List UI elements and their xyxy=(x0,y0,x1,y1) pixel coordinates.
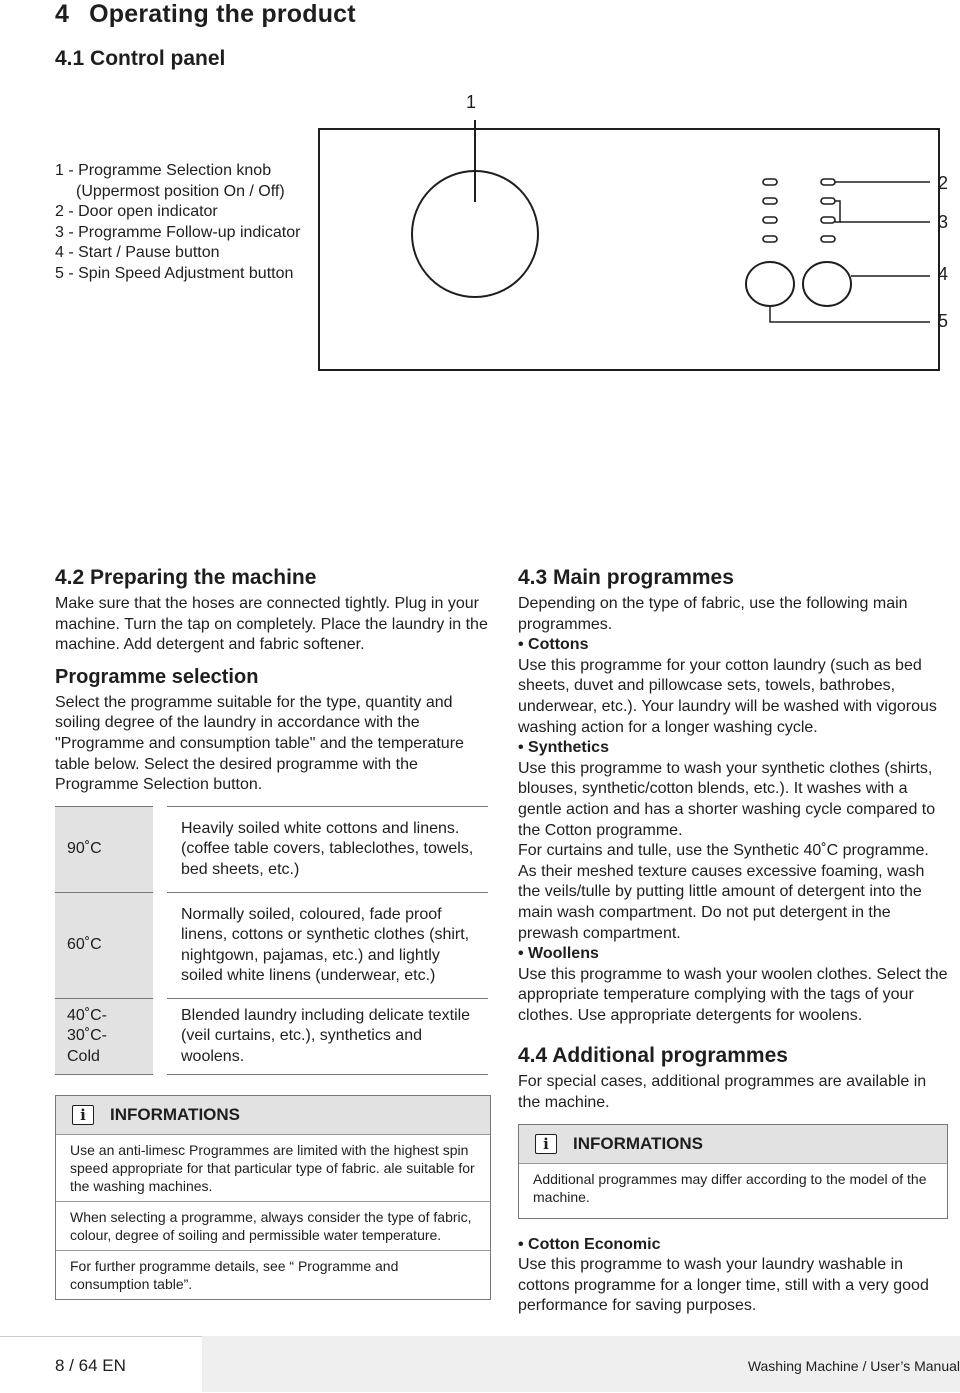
legend-item: (Uppermost position On / Off) xyxy=(76,182,285,200)
additional-programmes-title: 4.4 Additional programmes xyxy=(518,1044,788,1068)
table-row xyxy=(55,807,488,893)
callout-2: 2 xyxy=(938,173,949,193)
info-paragraph: Use an anti-limesc Programmes are limited with the highest spin speed appropriate for that particular type of fabric. ale suitable for the washing machines. xyxy=(56,1134,490,1201)
programme-text: Use this programme to wash your woolen clothes. Select the appropriate temperature complying with the tags of your clothes. Use appropriate detergents for woolens. xyxy=(518,965,948,1024)
callout-3: 3 xyxy=(938,212,949,232)
temp-cell: 60˚C xyxy=(55,893,160,999)
info-paragraph: Additional programmes may differ according to the model of the machine. xyxy=(519,1163,947,1218)
main-programmes-intro: Depending on the type of fabric, use the following main programmes. xyxy=(518,595,908,633)
start-pause-button-drawing xyxy=(746,262,794,306)
legend-item: 2 - Door open indicator xyxy=(55,203,218,220)
legend-item: 4 - Start / Pause button xyxy=(55,244,220,261)
callout-4: 4 xyxy=(938,264,949,284)
desc-cell: Blended laundry including delicate textile (veil curtains, etc.), synthetics and woolens. xyxy=(160,999,488,1075)
temperature-table xyxy=(55,806,488,1075)
legend-item: 3 - Programme Follow-up indicator xyxy=(55,223,301,241)
callout-1: 1 xyxy=(466,92,477,112)
desc-cell: Normally soiled, coloured, fade proof linens, cottons or synthetic clothes (shirt, nightgown, pajamas, etc.) and lightly soiled white linens (underwear, etc.) xyxy=(160,893,488,999)
legend-item: 5 - Spin Speed Adjustment button xyxy=(55,264,294,282)
programme-text: Use this programme to wash your laundry washable in cottons programme for a longer time, still with a very good performance for saving purposes. xyxy=(518,1256,929,1315)
table-row xyxy=(55,893,488,999)
info-header xyxy=(56,1096,490,1134)
temp-cell: 40˚C- 30˚C- Cold xyxy=(55,999,160,1075)
programme-name: • Woollens xyxy=(518,945,599,963)
programme-name: • Cottons xyxy=(518,636,589,654)
table-row xyxy=(55,999,488,1075)
legend-item: 1 - Programme Selection knob xyxy=(55,162,272,179)
info-title: INFORMATIONS xyxy=(573,1133,704,1153)
info-box-left xyxy=(55,1095,491,1300)
temp-cell: 90˚C xyxy=(55,807,160,893)
callout-5: 5 xyxy=(938,311,949,331)
programme-text: For curtains and tulle, use the Synthetic 40˚C programme. As their meshed texture causes excessive foaming, wash the veils/tulle by putting little amount of detergent into the main wash compartment. Do not put detergent in the prewash compartment. xyxy=(518,842,929,942)
programme-selection-text: Select the programme suitable for the type, quantity and soiling degree of the laundry in accordance with the "Programme and consumption table" and the temperature table below. Select the desired programme with the Programme Selection button. xyxy=(55,693,464,794)
desc-cell: Heavily soiled white cottons and linens. (coffee table covers, tableclothes, towels, bed sheets, etc.) xyxy=(160,807,488,893)
spin-speed-button-drawing xyxy=(803,262,851,306)
info-paragraph: When selecting a programme, always consider the type of fabric, colour, degree of soiling and permissible water temperature. xyxy=(56,1201,490,1250)
info-header xyxy=(519,1125,947,1163)
info-icon: i xyxy=(72,1105,94,1125)
programme-text: Use this programme to wash your synthetic clothes (shirts, blouses, synthetic/cotton blends, etc.). It washes with a gentle action and has a shorter washing cycle compared to the Cotton programme. xyxy=(518,759,936,839)
preparing-text: Make sure that the hoses are connected tightly. Plug in your machine. Turn the tap on completely. Place the laundry in the machine. Add detergent and fabric softener. xyxy=(55,595,488,654)
programme-selection-title: Programme selection xyxy=(55,665,259,688)
control-panel-drawing xyxy=(0,0,960,400)
programme-name: • Cotton Economic xyxy=(518,1235,661,1253)
chapter-title: Operating the product xyxy=(89,0,356,28)
preparing-title: 4.2 Preparing the machine xyxy=(55,566,317,589)
info-paragraph: For further programme details, see “ Programme and consumption table”. xyxy=(56,1250,490,1299)
document-title: Washing Machine / User’s Manual xyxy=(747,1358,960,1374)
control-panel-title: 4.1 Control panel xyxy=(55,47,226,70)
page-number: 8 / 64 EN xyxy=(55,1356,126,1375)
info-icon: i xyxy=(535,1134,557,1154)
main-programmes-title: 4.3 Main programmes xyxy=(518,566,734,589)
info-title: INFORMATIONS xyxy=(110,1105,241,1124)
programme-text: Use this programme for your cotton laundry (such as bed sheets, duvet and pillowcase sets, towels, bathrobes, underwear, etc.). Your laundry will be washed with vigorous washing action for a longer washing cycle. xyxy=(518,656,937,736)
indicator-leds xyxy=(763,179,835,242)
info-box-right xyxy=(518,1124,948,1219)
chapter-number: 4 xyxy=(55,0,70,28)
callout-lines xyxy=(770,182,930,322)
additional-programmes-intro: For special cases, additional programmes are available in the machine. xyxy=(518,1073,927,1112)
left-column xyxy=(55,566,495,796)
right-column xyxy=(518,566,948,1317)
programme-name: • Synthetics xyxy=(518,739,609,757)
